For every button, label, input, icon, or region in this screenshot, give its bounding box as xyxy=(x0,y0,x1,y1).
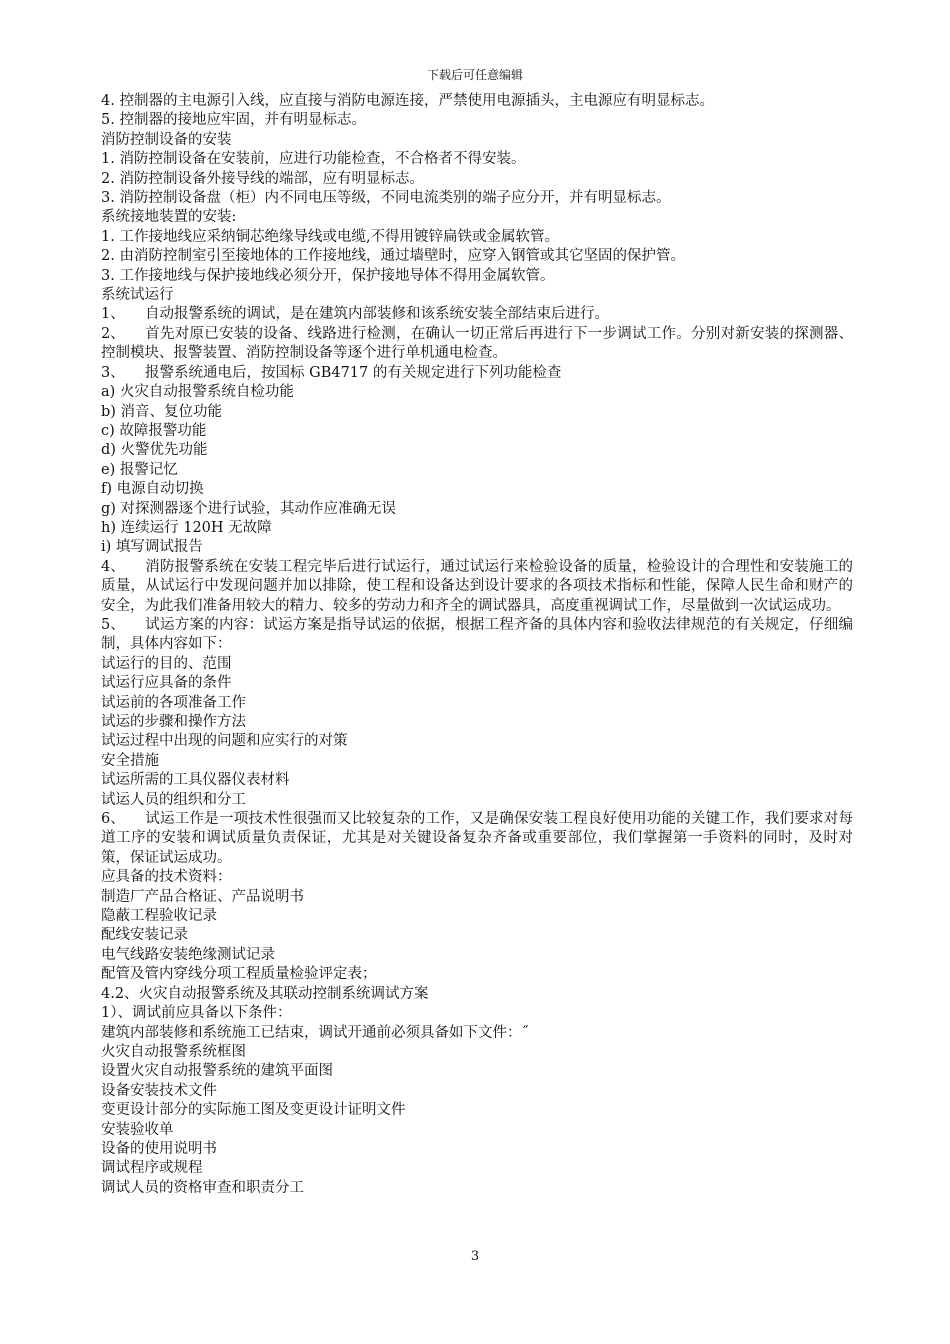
text-line xyxy=(101,868,853,887)
text-line xyxy=(101,713,853,732)
line-text: 配线安装记录 xyxy=(101,927,188,944)
text-line xyxy=(101,131,853,150)
line-text: 3. 消防控制设备盘（柜）内不同电压等级，不同电流类别的端子应分开，并有明显标志。 xyxy=(101,190,671,207)
paragraph-number: 2、 xyxy=(101,325,125,342)
text-line xyxy=(101,519,853,538)
line-text: 安全措施 xyxy=(101,752,159,769)
numbered-paragraph xyxy=(101,616,853,655)
line-text: 试运人员的组织和分工 xyxy=(101,791,246,808)
line-text: 5. 控制器的接地应牢固，并有明显标志。 xyxy=(101,112,366,129)
text-line xyxy=(101,150,853,169)
line-text: i) 填写调试报告 xyxy=(101,539,203,556)
text-line xyxy=(101,461,853,480)
numbered-paragraph xyxy=(101,364,853,383)
line-text: 系统试运行 xyxy=(101,287,174,304)
line-text: 试运所需的工具仪器仪表材料 xyxy=(101,772,290,789)
paragraph-number: 3、 xyxy=(101,364,125,381)
paragraph-number: 6、 xyxy=(101,811,125,828)
line-text: b) 消音、复位功能 xyxy=(101,403,223,420)
text-line xyxy=(101,267,853,286)
text-line xyxy=(101,170,853,189)
line-text: 电气线路安装绝缘测试记录 xyxy=(101,946,275,963)
text-line xyxy=(101,228,853,247)
line-text: 3. 工作接地线与保护接地线必须分开，保护接地导体不得用金属软管。 xyxy=(101,267,555,284)
text-line xyxy=(101,189,853,208)
line-text: 2. 由消防控制室引至接地体的工作接地线，通过墙壁时，应穿入钢管或其它坚固的保护管。 xyxy=(101,248,685,265)
paragraph-number: 4、 xyxy=(101,558,125,575)
text-line xyxy=(101,655,853,674)
text-line xyxy=(101,907,853,926)
line-text: 报警系统通电后，按国标 GB4717 的有关规定进行下列功能检查 xyxy=(145,364,562,381)
text-line xyxy=(101,403,853,422)
line-text: 1. 消防控制设备在安装前，应进行功能检查，不合格者不得安装。 xyxy=(101,151,526,168)
line-text: h) 连续运行 120H 无故障 xyxy=(101,519,272,536)
text-line xyxy=(101,1121,853,1140)
numbered-paragraph xyxy=(101,325,853,364)
text-line xyxy=(101,674,853,693)
line-text: g) 对探测器逐个进行试验，其动作应准确无误 xyxy=(101,500,397,517)
text-line xyxy=(101,752,853,771)
line-text: e) 报警记忆 xyxy=(101,461,178,478)
line-text: 设置火灾自动报警系统的建筑平面图 xyxy=(101,1063,333,1080)
line-text: 建筑内部装修和系统施工已结束，调试开通前必须具备如下文件：˝ xyxy=(101,1024,529,1041)
line-text: 调试人员的资格审查和职责分工 xyxy=(101,1179,304,1196)
text-line xyxy=(101,1159,853,1178)
line-text: 隐蔽工程验收记录 xyxy=(101,908,217,925)
line-text: 火灾自动报警系统框图 xyxy=(101,1043,246,1060)
text-line xyxy=(101,1024,853,1043)
text-line xyxy=(101,1101,853,1120)
line-text: 设备的使用说明书 xyxy=(101,1140,217,1157)
page-number: 3 xyxy=(470,1249,480,1264)
line-text: 4. 控制器的主电源引入线，应直接与消防电源连接，严禁使用电源插头，主电源应有明显标志。 xyxy=(101,93,714,109)
text-line xyxy=(101,1062,853,1081)
text-line xyxy=(101,1179,853,1198)
text-line xyxy=(101,383,853,402)
text-line xyxy=(101,1082,853,1101)
line-text: a) 火灾自动报警系统自检功能 xyxy=(101,384,294,401)
text-line xyxy=(101,111,853,130)
line-text: 试运方案的内容：试运方案是指导试运的依据，根据工程齐备的具体内容和验收法律规范的有关规定，仔细编制，具体内容如下： xyxy=(101,616,853,653)
text-line xyxy=(101,480,853,499)
text-line xyxy=(101,1004,853,1023)
text-line xyxy=(101,538,853,557)
line-text: 自动报警系统的调试，是在建筑内部装修和该系统安装全部结束后进行。 xyxy=(145,306,609,323)
line-text: d) 火警优先功能 xyxy=(101,442,208,459)
text-line xyxy=(101,732,853,751)
text-line xyxy=(101,208,853,227)
line-text: 设备安装技术文件 xyxy=(101,1082,217,1099)
line-text: 系统接地装置的安装: xyxy=(101,209,237,226)
text-line xyxy=(101,286,853,305)
line-text: 试运行的目的、范围 xyxy=(101,655,232,672)
text-line xyxy=(101,985,853,1004)
line-text: 消防控制设备的安装 xyxy=(101,131,232,148)
line-text: 首先对原已安装的设备、线路进行检测，在确认一切正常后再进行下一步调试工作。分别对新安装的探测器、控制模块、报警装置、消防控制设备等逐个进行单机通电检查。 xyxy=(101,325,853,362)
text-line xyxy=(101,92,853,111)
line-text: 安装验收单 xyxy=(101,1121,174,1138)
line-text: 2. 消防控制设备外接导线的端部，应有明显标志。 xyxy=(101,170,424,187)
text-line xyxy=(101,965,853,984)
line-text: 试运过程中出现的问题和应实行的对策 xyxy=(101,733,348,750)
text-line xyxy=(101,694,853,713)
text-line xyxy=(101,926,853,945)
line-text: 试运工作是一项技术性很强而又比较复杂的工作，又是确保安装工程良好使用功能的关键工作，我们要求对每道工序的安装和调试质量负责保证，尤其是对关键设备复杂齐备或重要部位，我们掌握第一手资料的同时，及时对策，保证试运成功。 xyxy=(101,811,853,866)
line-text: 1）、调试前应具备以下条件： xyxy=(101,1005,292,1022)
line-text: 应具备的技术资料： xyxy=(101,869,232,886)
line-text: 试运的步骤和操作方法 xyxy=(101,714,246,730)
line-text: 试运行应具备的条件 xyxy=(101,675,232,692)
text-line xyxy=(101,791,853,810)
line-text: 1. 工作接地线应采纳铜芯绝缘导线或电缆,不得用镀锌扁铁或金属软管。 xyxy=(101,228,560,245)
numbered-paragraph xyxy=(101,305,853,324)
line-text: 消防报警系统在安装工程完毕后进行试运行，通过试运行来检验设备的质量，检验设计的合理性和安装施工的质量，从试运行中发现问题并加以排除，使工程和设备达到设计要求的各项技术指标和性能，保障人民生命和财产的安全，为此我们准备用较大的精力、较多的劳动力和齐全的调试器具，高度重视调试工作，尽量做到一次试运成功。 xyxy=(101,558,853,614)
line-text: 制造厂产品合格证、产品说明书 xyxy=(101,888,304,905)
text-line xyxy=(101,946,853,965)
line-text: 变更设计部分的实际施工图及变更设计证明文件 xyxy=(101,1102,406,1119)
text-line xyxy=(101,422,853,441)
text-line xyxy=(101,441,853,460)
text-line xyxy=(101,771,853,790)
line-text: f) 电源自动切换 xyxy=(101,481,204,498)
numbered-paragraph xyxy=(101,558,853,616)
text-line xyxy=(101,1140,853,1159)
text-line xyxy=(101,500,853,519)
line-text: 试运前的各项准备工作 xyxy=(101,694,246,711)
paragraph-number: 1、 xyxy=(101,306,125,323)
line-text: c) 故障报警功能 xyxy=(101,422,207,439)
page-header: 下载后可任意编辑 xyxy=(426,68,523,82)
paragraph-number: 5、 xyxy=(101,616,125,633)
line-text: 调试程序或规程 xyxy=(101,1160,203,1177)
document-body xyxy=(101,92,853,1198)
line-text: 4.2、火灾自动报警系统及其联动控制系统调试方案 xyxy=(101,985,429,1002)
line-text: 配管及管内穿线分项工程质量检验评定表； xyxy=(101,966,377,983)
text-line xyxy=(101,1043,853,1062)
text-line xyxy=(101,888,853,907)
numbered-paragraph xyxy=(101,810,853,868)
text-line xyxy=(101,247,853,266)
